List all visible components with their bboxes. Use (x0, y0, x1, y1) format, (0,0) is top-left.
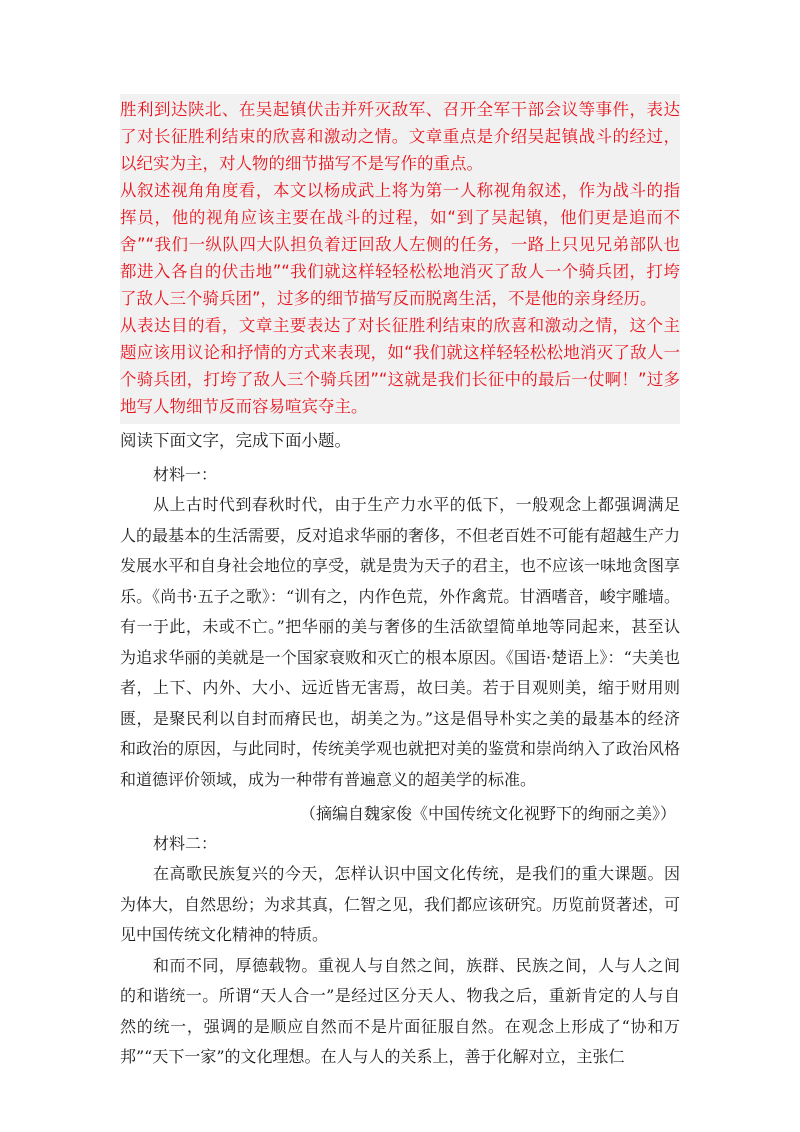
material-two-paragraph-2: 和而不同，厚德载物。重视人与自然之间，族群、民族之间，人与人之间的和谐统一。所谓“天人合一”是经过区分天人、物我之后，重新肯定的人与自然的统一，强调的是顺应自然而不是片面征服自然。在观念上形成了“协和万邦”“天下一家”的文化理想。在人与人的关系上，善于化解对立，主张仁 (120, 955, 680, 1066)
material-two-label: 材料二： (153, 834, 218, 853)
answer-paragraph-2: 从叙述视角角度看，本文以杨成武上将为第一人称视角叙述，作为战斗的指挥员，他的视角应该主要在战斗的过程，如“到了吴起镇，他们更是追而不舍”“我们一纵队四大队担负着迂回敌人左侧的任务，一路上只见兄弟部队也都进入各自的伏击地”“我们就这样轻轻松松地消灭了敌人一个骑兵团，打垮了敌人三个骑兵团”，过多的细节描写反而脱离生活，不是他的亲身经历。 (120, 181, 680, 308)
document-page (120, 94, 680, 1073)
material-one-text: 从上古时代到春秋时代，由于生产力水平的低下，一般观念上都强调满足人的最基本的生活需要，反对追求华丽的奢侈，不但老百姓不可能有超越生产力发展水平和自身社会地位的享受，就是贵为天子的君主，也不应该一味地贪图享乐。《尚书·五子之歌》：“训有之，内作色荒，外作禽荒。甘酒嗜音，峻宇雕墙。有一于此，未或不亡。”把华丽的美与奢侈的生活欲望简单地等同起来，甚至认为追求华丽的美就是一个国家衰败和灭亡的根本原因。《国语·楚语上》：“夫美也者，上下、内外、大小、远近皆无害焉，故曰美。若于目观则美，缩于财用则匮，是聚民利以自封而瘠民也，胡美之为。”这是倡导朴实之美的最基本的经济和政治的原因，与此同时，传统美学观也就把对美的鉴赏和崇尚纳入了政治风格和道德评价领域，成为一种带有普遍意义的超美学的标准。 (120, 495, 681, 789)
answer-explanation (120, 94, 680, 424)
answer-paragraph-3: 从表达目的看，文章主要表达了对长征胜利结束的欣喜和激动之情，这个主题应该用议论和抒情的方式来表现，如“我们就这样轻轻松松地消灭了敌人一个骑兵团，打垮了敌人三个骑兵团”“这就是我们长征中的最后一仗啊！”过多地写人物细节反而容易喧宾夺主。 (120, 316, 680, 416)
reading-instruction: 阅读下面文字，完成下面小题。 (120, 431, 351, 450)
answer-paragraph-1: 胜利到达陕北、在吴起镇伏击并歼灭敌军、召开全军干部会议等事件，表达了对长征胜利结束的欣喜和激动之情。文章重点是介绍吴起镇战斗的经过，以纪实为主，对人物的细节描写不是写作的重点。 (120, 100, 680, 173)
material-one-source: （摘编自魏家俊《中国传统文化视野下的绚丽之美》） (299, 804, 676, 823)
material-two-paragraph-1: 在高歌民族复兴的今天，怎样认识中国文化传统，是我们的重大课题。因为体大，自然思纷；为求其真，仁智之见，我们都应该研究。历览前贤著述，可见中国传统文化精神的特质。 (120, 864, 681, 944)
material-one-label: 材料一： (153, 465, 218, 484)
